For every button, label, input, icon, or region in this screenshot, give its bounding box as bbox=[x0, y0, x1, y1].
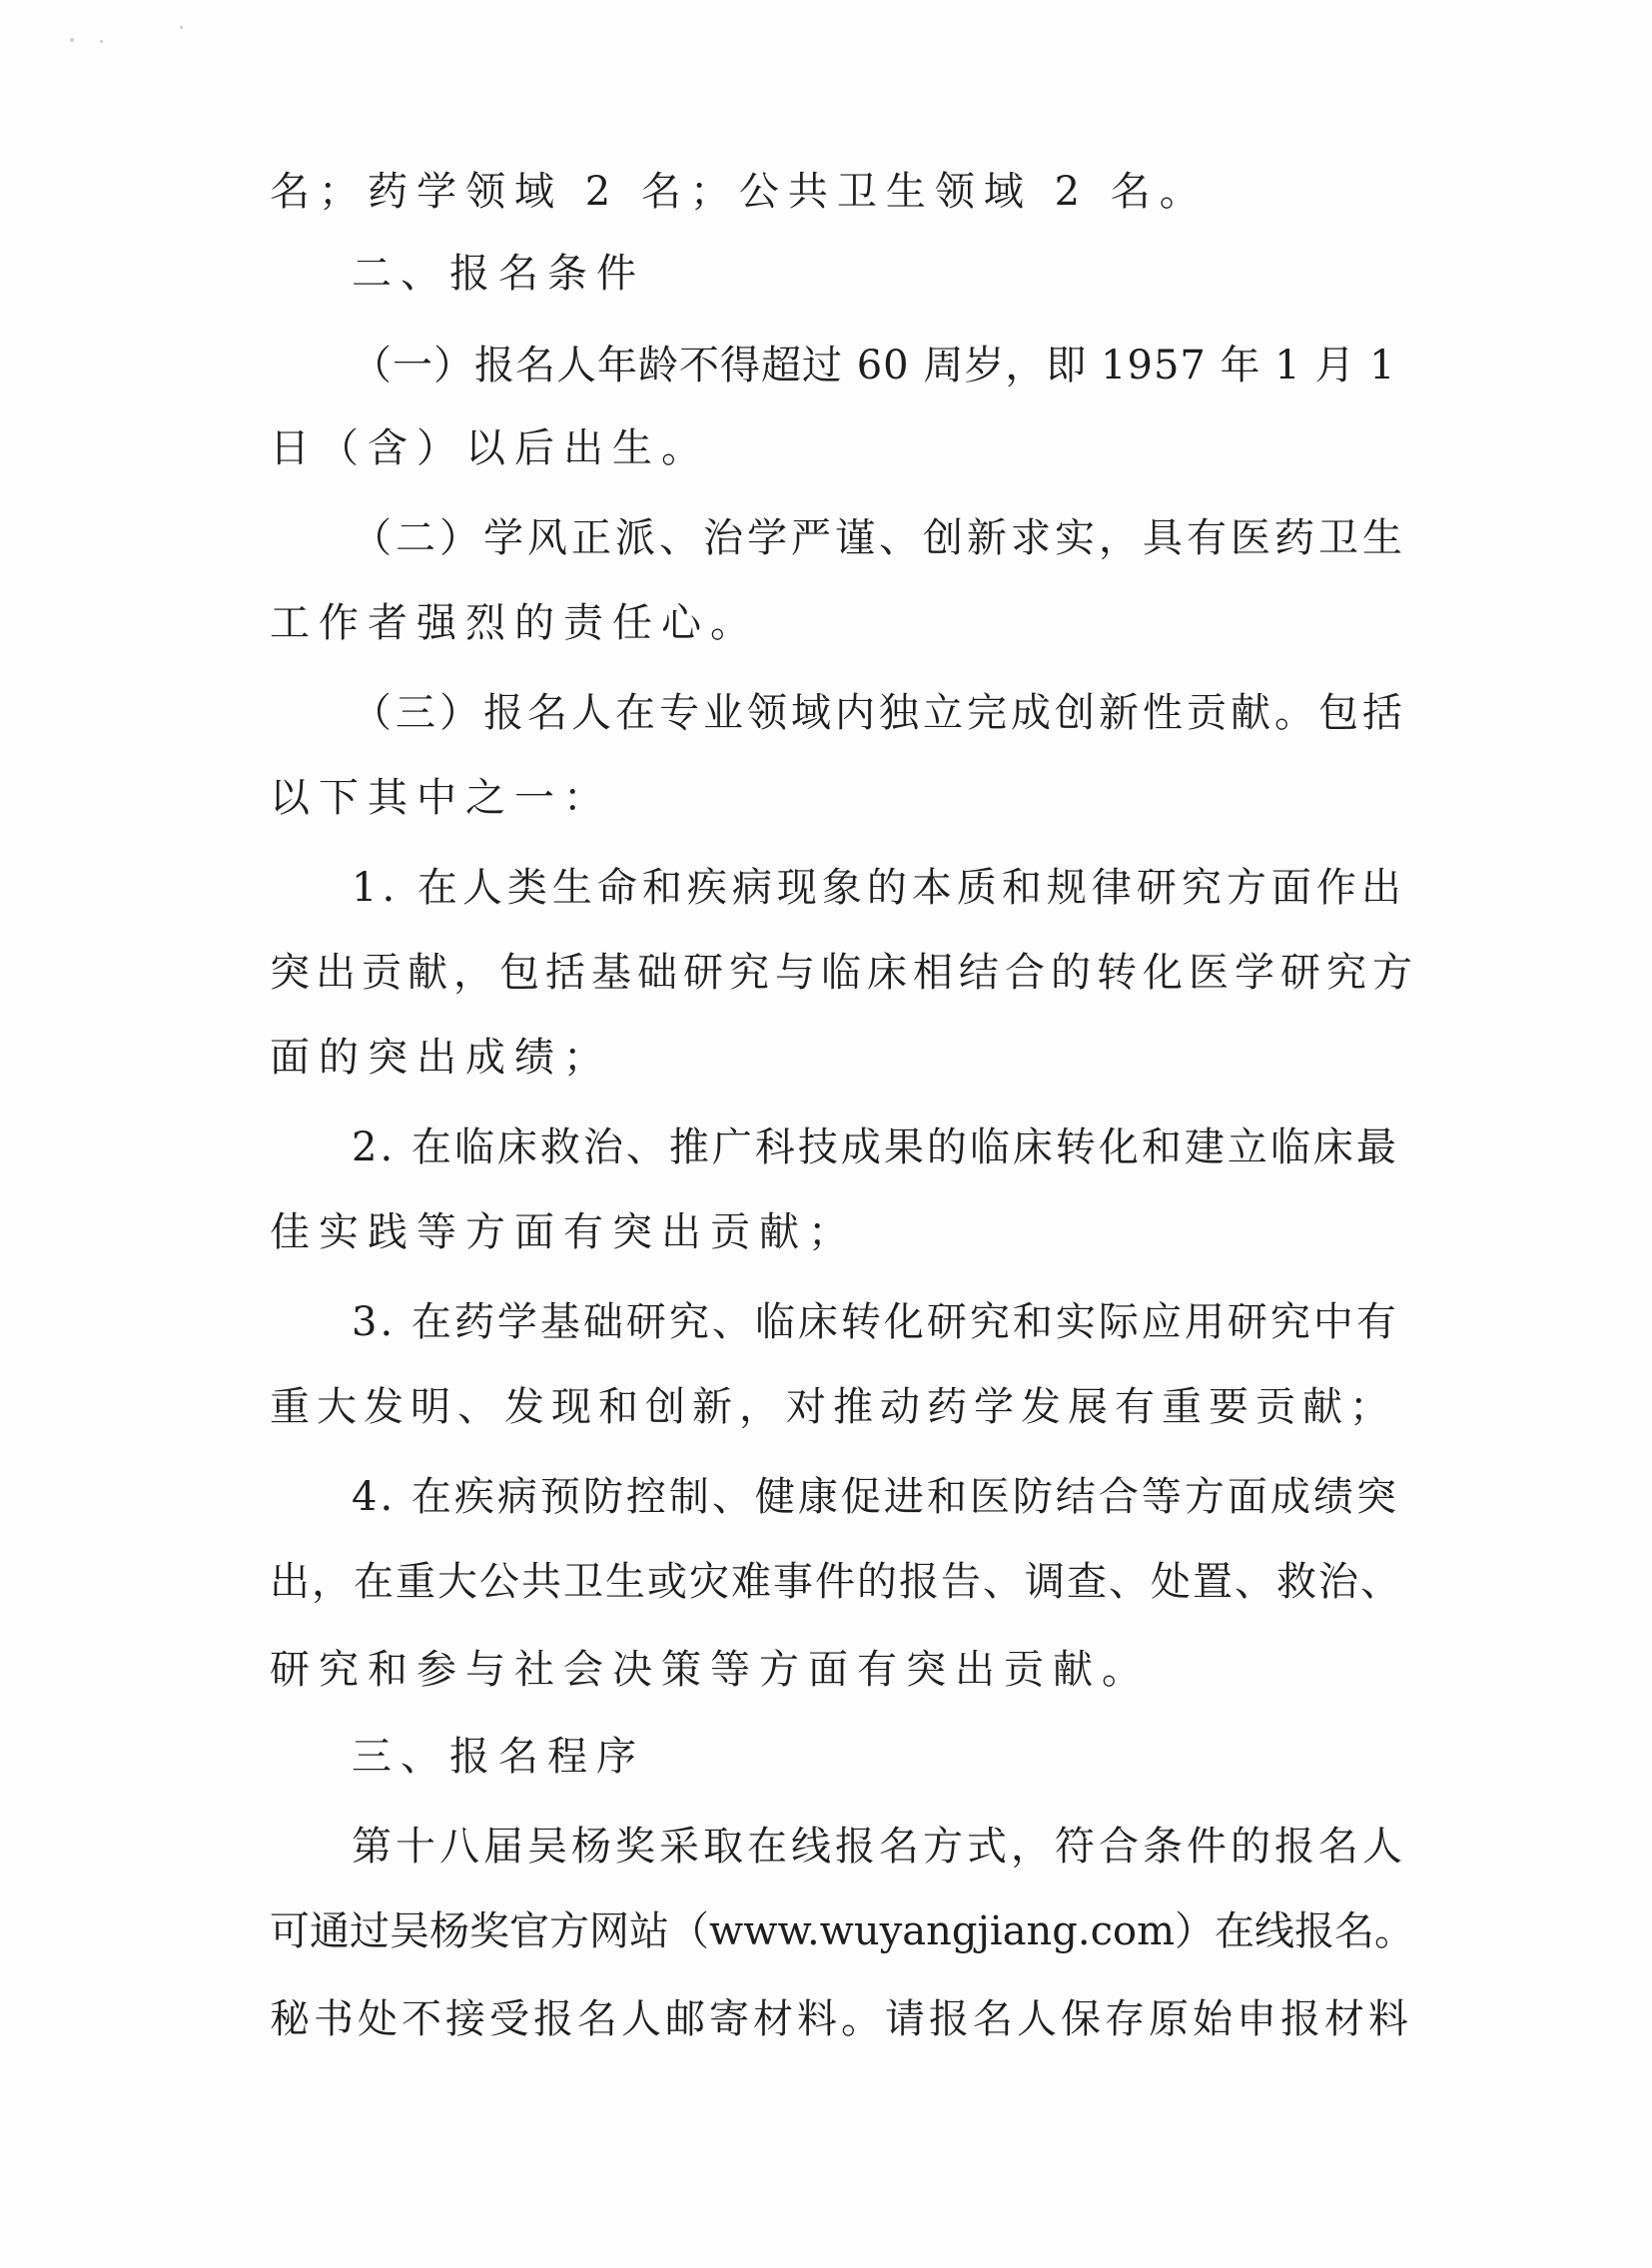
scan-speck bbox=[70, 38, 74, 42]
body-line: 第十八届吴杨奖采取在线报名方式，符合条件的报名人 bbox=[352, 1824, 1406, 1870]
body-line: 1. 在人类生命和疾病现象的本质和规律研究方面作出 bbox=[352, 865, 1406, 911]
scan-speck bbox=[100, 40, 103, 43]
body-line: （一）报名人年龄不得超过 60 周岁，即 1957 年 1 月 1 bbox=[352, 343, 1396, 388]
body-line: 3. 在药学基础研究、临床转化研究和实际应用研究中有 bbox=[352, 1299, 1399, 1345]
body-line: 重大发明、发现和创新，对推动药学发展有重要贡献； bbox=[270, 1384, 1396, 1430]
body-line: 秘书处不接受报名人邮寄材料。请报名人保存原始申报材料 bbox=[270, 1996, 1412, 2042]
body-line: 2. 在临床救治、推广科技成果的临床转化和建立临床最 bbox=[352, 1125, 1399, 1170]
body-line: 日（含）以后出生。 bbox=[270, 425, 710, 471]
body-line: 工作者强烈的责任心。 bbox=[270, 600, 759, 646]
body-line: 面的突出成绩； bbox=[270, 1035, 612, 1081]
body-line: （二）学风正派、治学严谨、创新求实，具有医药卫生 bbox=[352, 515, 1406, 561]
scan-speck bbox=[180, 26, 183, 29]
body-line: 突出贡献，包括基础研究与临床相结合的转化医学研究方 bbox=[270, 950, 1418, 996]
section-heading: 三、报名程序 bbox=[352, 1734, 645, 1780]
body-line: 研究和参与社会决策等方面有突出贡献。 bbox=[270, 1647, 1151, 1693]
body-line: 以下其中之一： bbox=[270, 775, 612, 821]
body-line: （三）报名人在专业领域内独立完成创新性贡献。包括 bbox=[352, 690, 1406, 736]
body-line: 出，在重大公共卫生或灾难事件的报告、调查、处置、救治、 bbox=[270, 1559, 1402, 1605]
body-line: 4. 在疾病预防控制、健康促进和医防结合等方面成绩突 bbox=[352, 1474, 1399, 1520]
body-line: 可通过吴杨奖官方网站（www.wuyangjiang.com）在线报名。 bbox=[270, 1908, 1415, 1954]
body-line: 名；药学领域 2 名；公共卫生领域 2 名。 bbox=[270, 169, 1209, 215]
section-heading: 二、报名条件 bbox=[352, 251, 645, 297]
body-line: 佳实践等方面有突出贡献； bbox=[270, 1209, 857, 1255]
